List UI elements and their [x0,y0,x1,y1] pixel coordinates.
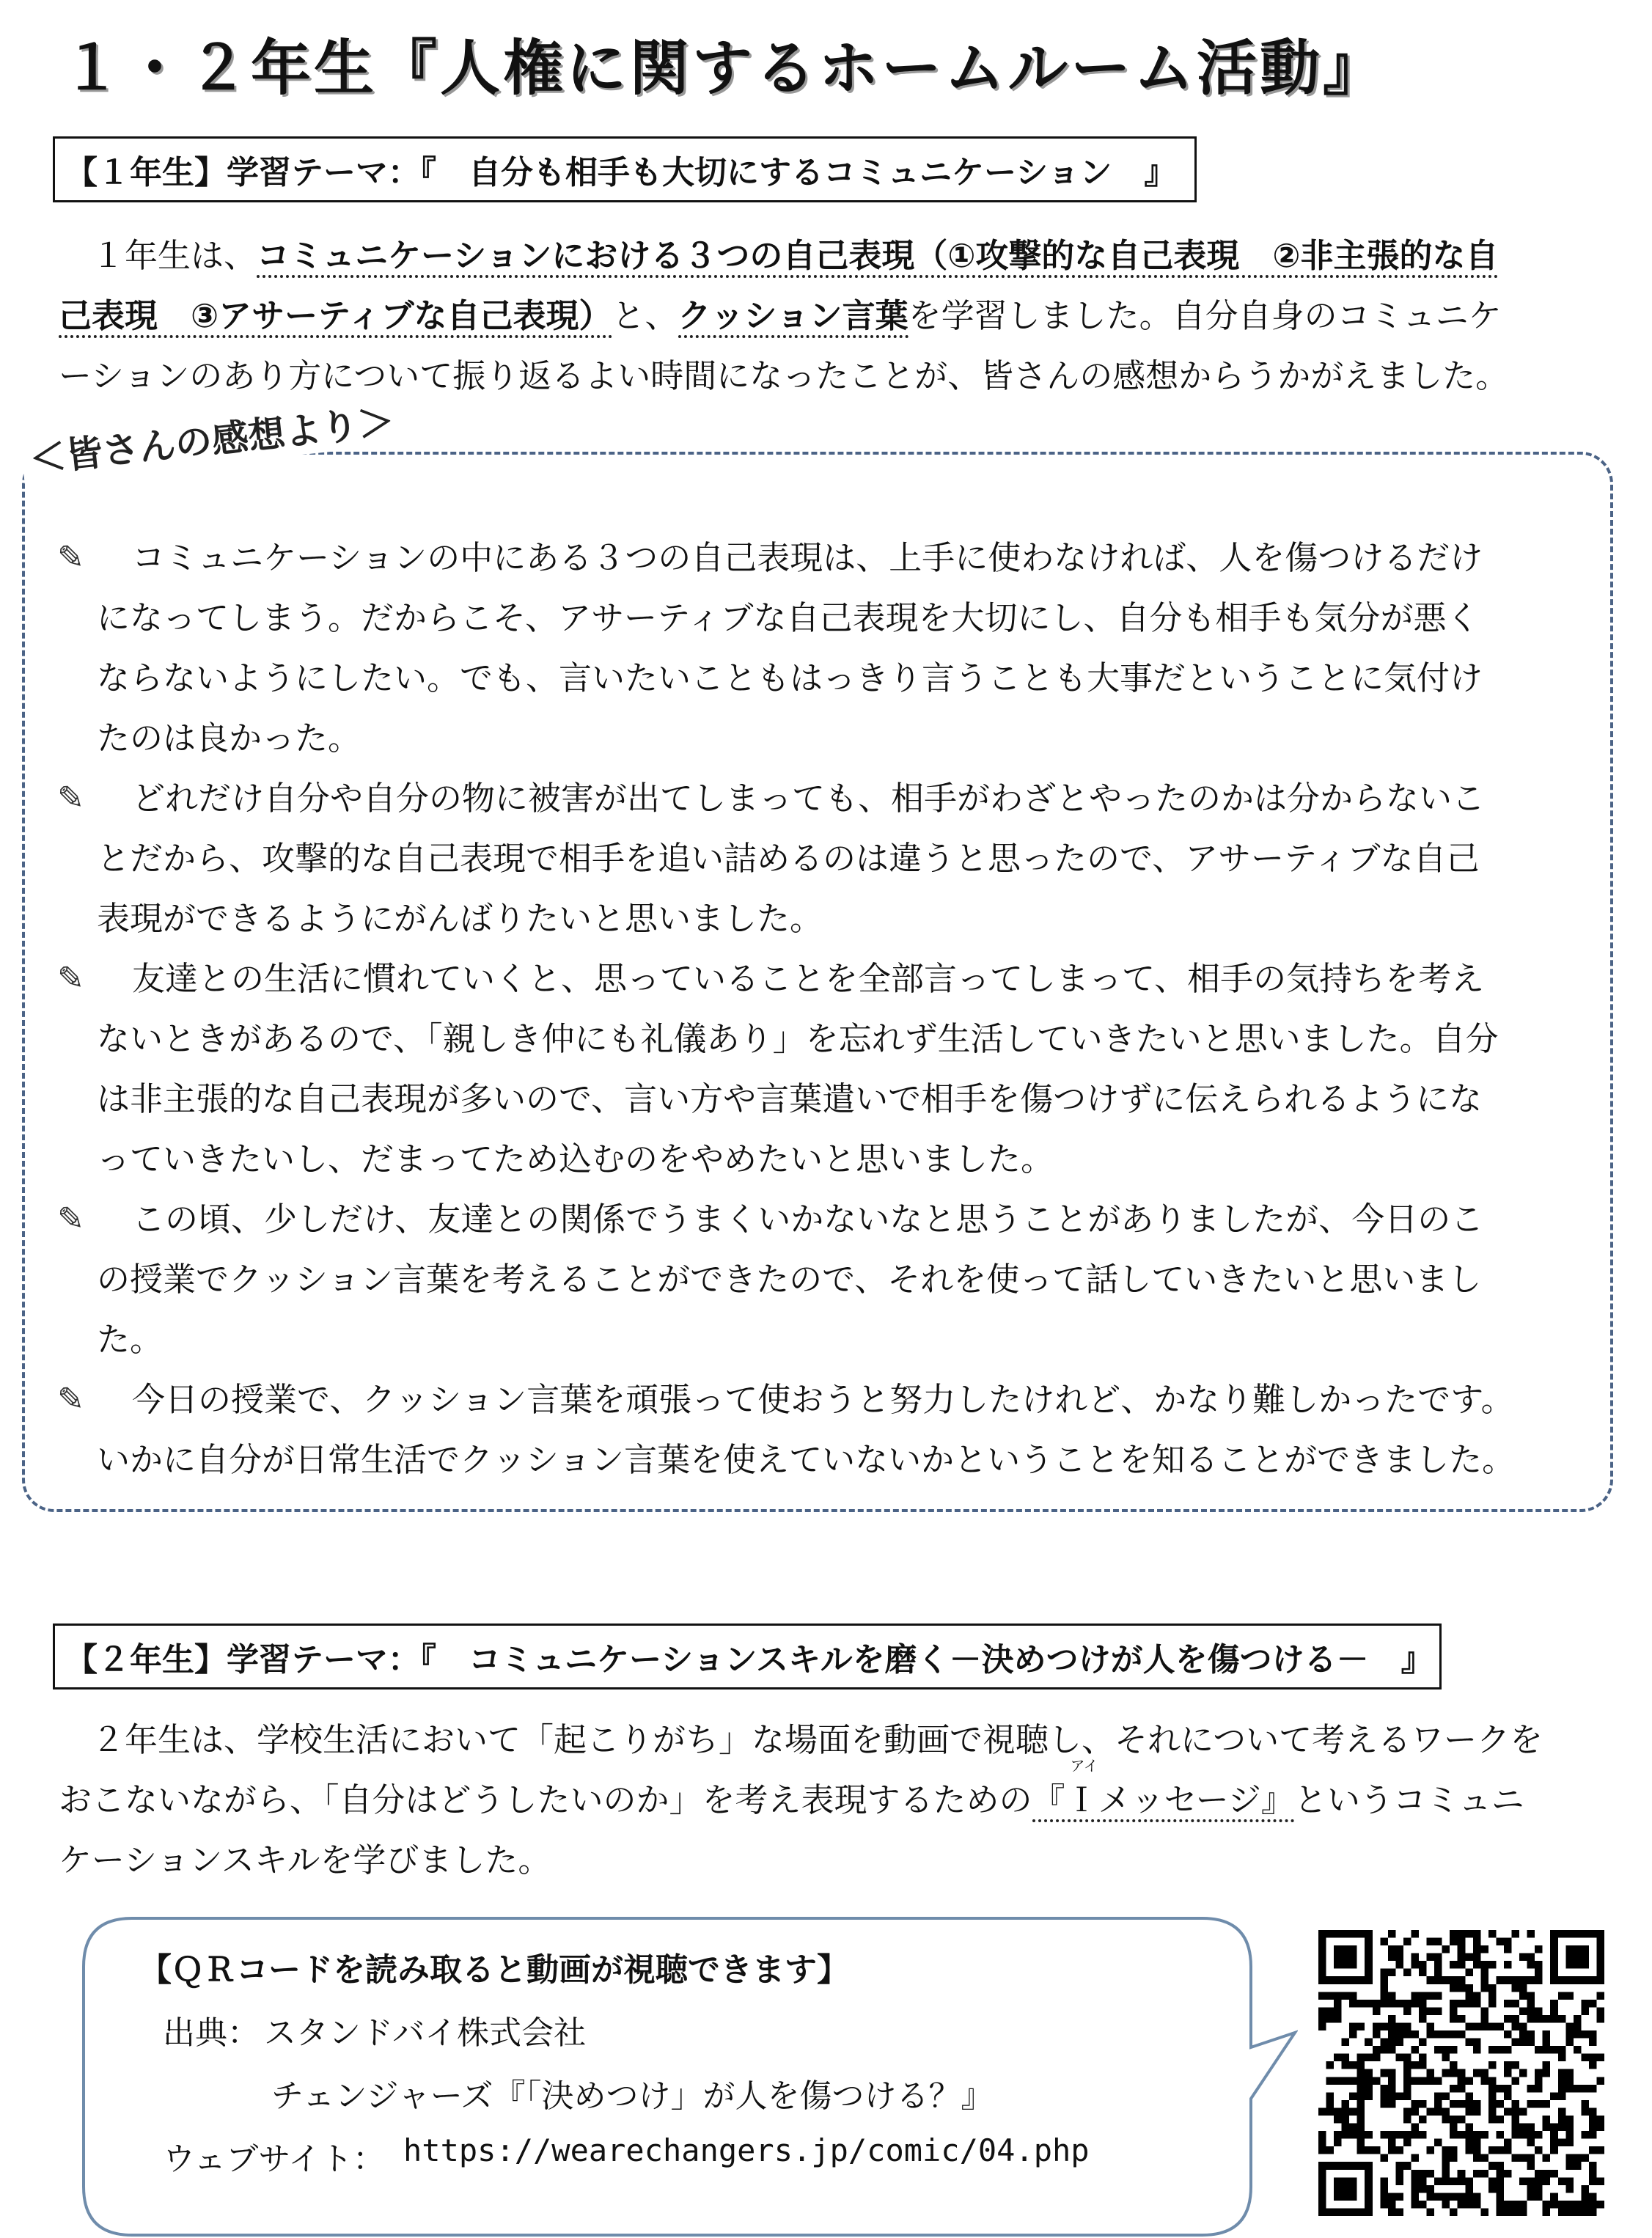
cushion-words-emphasis: クッション言葉 [678,296,908,338]
impression-line: コミュニケーションの中にある３つの自己表現は、上手に使わなければ、人を傷つけるだけ [132,538,1483,577]
grade1-theme-box [53,136,1197,202]
self-expression-emphasis: コミュニケーションにおける３つの自己表現（①攻撃的な自己表現 ②非主張的な自 [257,236,1499,278]
qr-callout-box [81,1915,1298,2238]
grade1-intro-text: を学習しました。自分自身のコミュニケ [908,296,1502,335]
impression-line: いかに自分が日常生活でクッション言葉を使えていないかということを知ることができました。 [97,1440,1516,1479]
i-message-ruby: アイ [1070,1757,1098,1775]
impression-line: になってしまう。だからこそ、アサーティブな自己表現を大切にし、自分も相手も気分が悪く [97,598,1480,637]
impression-item [57,768,1582,949]
page-title: １・２年生『人権に関するホームルーム活動』 [62,34,1387,103]
pencil-icon: ✎ [57,779,84,817]
impression-line: た。 [97,1320,164,1359]
self-expression-emphasis-cont: 己表現 ③アサーティブな自己表現） [59,296,612,338]
impression-item [57,949,1582,1189]
impression-line: たのは良かった。 [97,719,361,757]
i-message-text: 『Ｉメッセージ』 [1032,1780,1294,1819]
grade2-intro-text: おこないながら、「自分はどうしたいのか」を考え表現するための [59,1780,1032,1819]
grade1-intro-text: と、 [612,296,678,335]
impression-item [57,528,1582,768]
impression-line: っていきたいし、だまってため込むのをやめたいと思いました。 [97,1140,1054,1178]
grade2-intro-line3: ケーションスキルを学びました。 [59,1841,551,1879]
grade2-theme: 【２年生】学習テーマ：『 コミュニケーションスキルを磨く－決めつけが人を傷つける－ 』 [65,1641,1433,1678]
impression-line: ないときがあるので、「親しき仲にも礼儀あり」を忘れず生活していきたいと思いました。自分 [97,1019,1499,1058]
pencil-icon: ✎ [57,1200,84,1238]
grade1-theme: 【１年生】学習テーマ：『 自分も相手も大切にするコミュニケーション 』 [65,154,1177,191]
impressions-label: ＜皆さんの感想より＞ [19,392,404,484]
impression-line: どれだけ自分や自分の物に被害が出てしまっても、相手がわざとやったのかは分からないこ [132,779,1486,818]
grade1-intro [59,226,1598,406]
grade2-intro-line1: ２年生は、学校生活において「起こりがち」な場面を動画で視聴し、それについて考えるワークを [59,1720,1543,1759]
impression-line: 表現ができるようにがんばりたいと思いました。 [97,899,823,938]
grade1-intro-line3: ーションのあり方について振り返るよい時間になったことが、皆さんの感想からうかがえました。 [59,356,1509,395]
grade2-theme-box [53,1624,1442,1689]
pencil-icon: ✎ [57,960,84,997]
impression-line: ならないようにしたい。でも、言いたいこともはっきり言うことも大事だということに気付け [97,658,1483,697]
grade2-intro [59,1710,1598,1890]
grade2-intro-line2 [59,1757,1598,1830]
website-label: ウェブサイト： [163,2140,386,2178]
impression-line: 今日の授業で、クッション言葉を頑張って使おうと努力したけれど、かなり難しかったです。 [132,1380,1514,1419]
website-url-link[interactable]: https://wearechangers.jp/comic/04.php [403,2132,1090,2168]
source-label: 出典： [163,2014,260,2052]
impressions-list [57,528,1582,1490]
qr-code-image[interactable] [1318,1930,1604,2216]
impression-item [57,1189,1582,1370]
impression-line: は非主張的な自己表現が多いので、言い方や言葉遣いで相手を傷つけずに伝えられるようにな [97,1079,1483,1118]
impression-line: の授業でクッション言葉を考えることができたので、それを使って話していきたいと思いまし [97,1260,1482,1299]
impression-line: 友達との生活に慣れていくと、思っていることを全部言ってしまって、相手の気持ちを考え [132,959,1485,998]
pencil-icon: ✎ [57,539,84,576]
grade1-intro-line2 [59,286,1598,346]
grade2-intro-text: というコミュニ [1293,1780,1524,1819]
source-company: スタンドバイ株式会社 [264,2014,587,2052]
pencil-icon: ✎ [57,1381,84,1418]
impression-item [57,1370,1582,1490]
grade1-intro-text: １年生は、 [59,236,257,275]
source-title: チェンジャーズ『「決めつけ」が人を傷つける？』 [271,2077,994,2115]
impression-line: この頃、少しだけ、友達との関係でうまくいかないなと思うことがありましたが、今日のこ [132,1200,1484,1239]
impression-line: とだから、攻撃的な自己表現で相手を追い詰めるのは違うと思ったので、アサーティブな自己 [97,839,1480,878]
grade1-intro-line1 [59,226,1598,286]
qr-code-icon [1318,1930,1604,2216]
qr-heading: 【ＱＲコードを読み取ると動画が視聴できます】 [139,1951,849,1989]
i-message-term [1032,1757,1294,1822]
